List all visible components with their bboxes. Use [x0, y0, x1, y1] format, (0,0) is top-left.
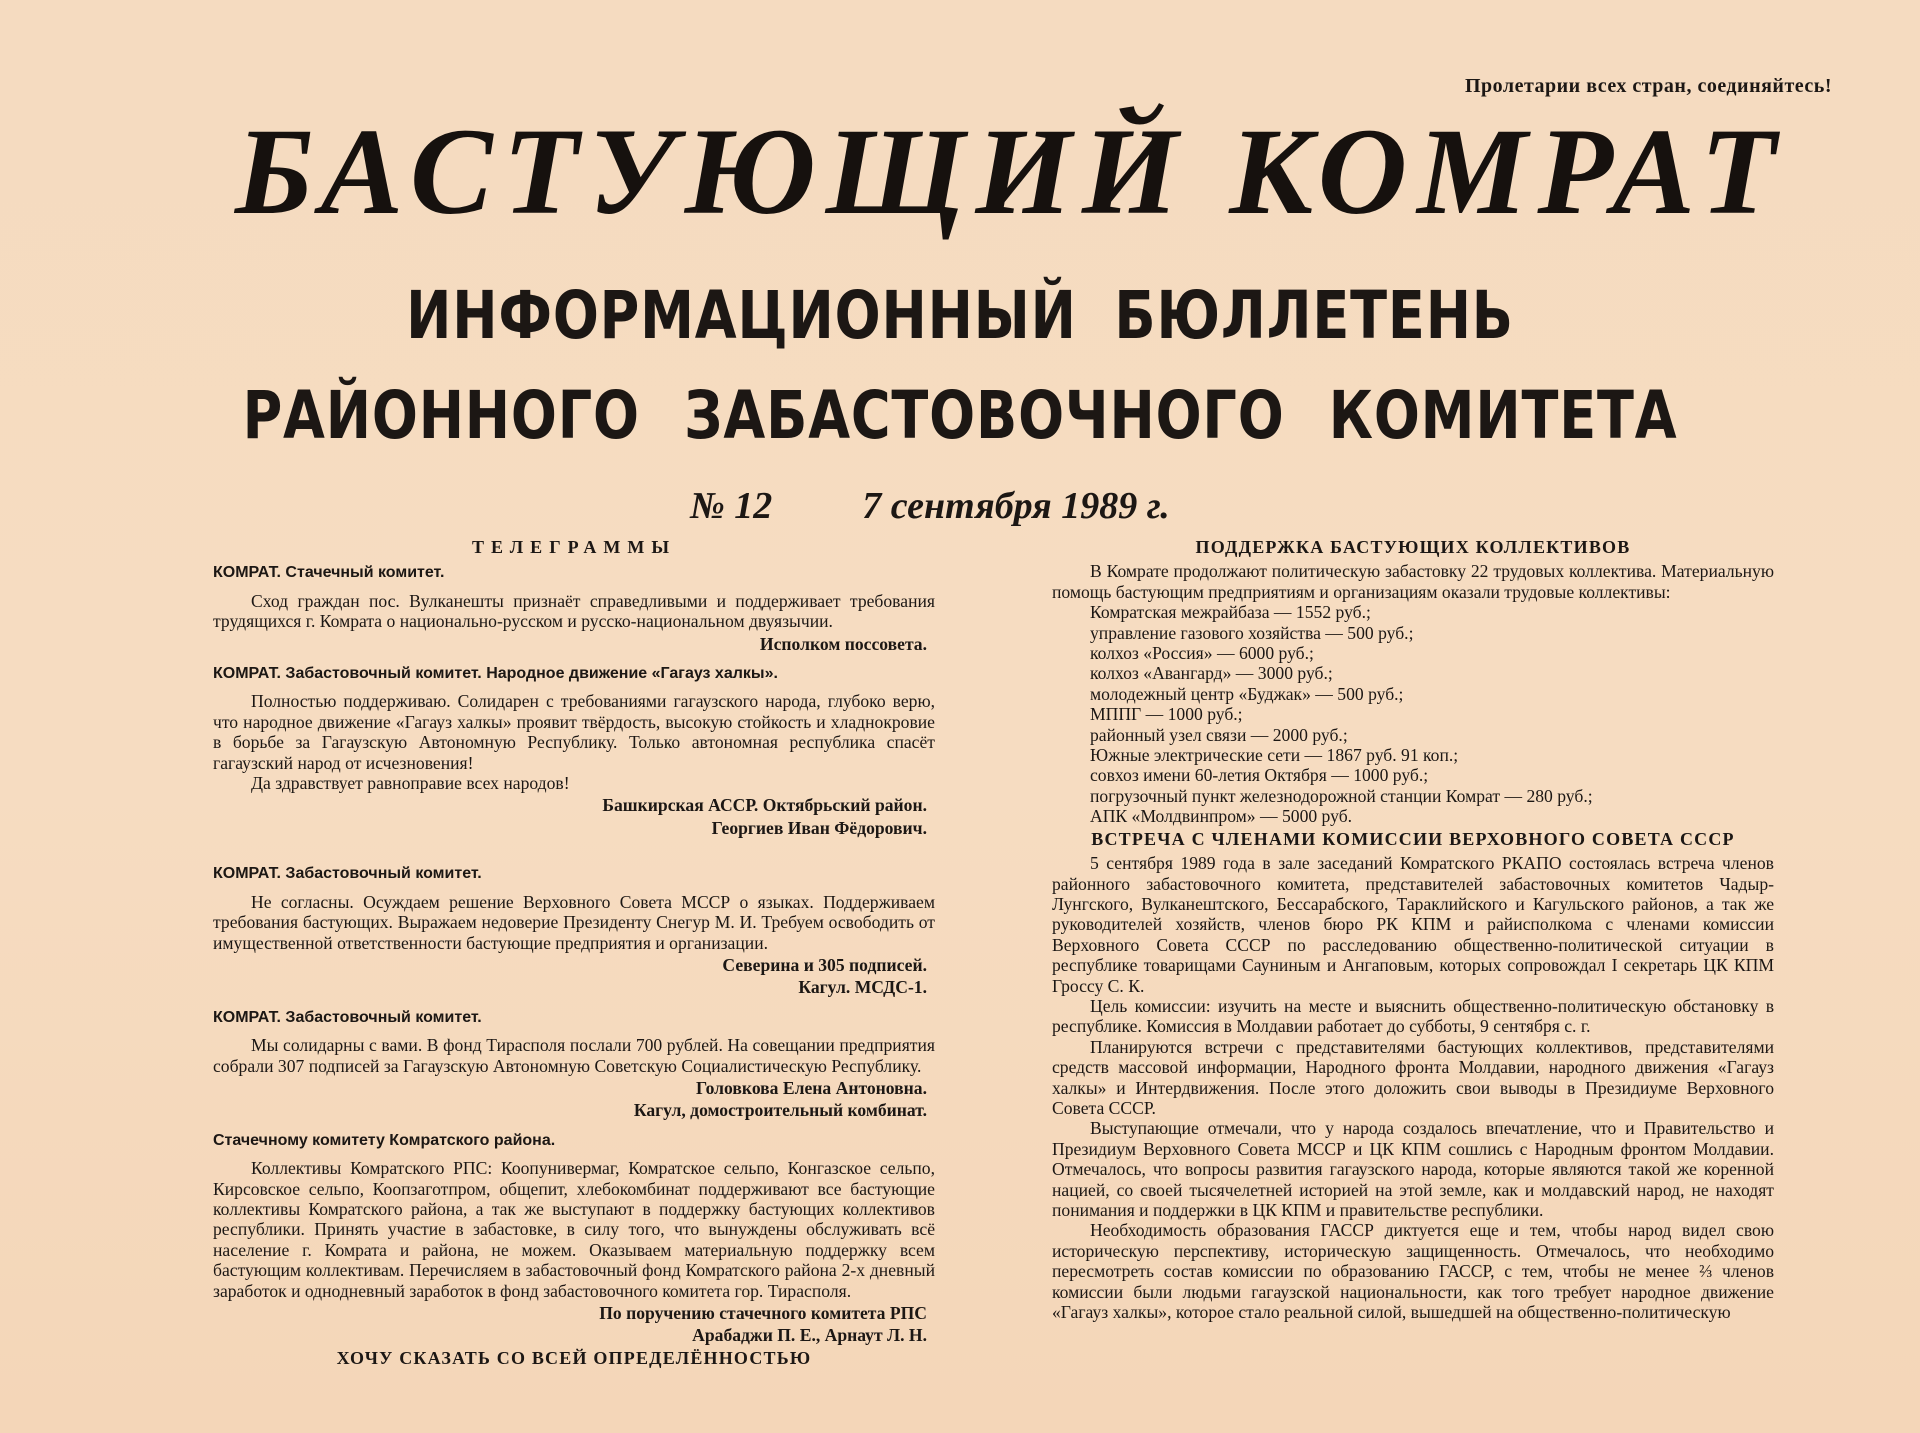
meeting-paragraph: 5 сентября 1989 года в зале заседаний Комратского РКАПО состоялась встреча членов районного забастовочного комитета, представителей забастовочных комитетов Чадыр-Лунгского, Вулканештского, Бессарабского, Тараклийского и Кагульского районов, а так же руководителей хозяйств, членов бюро РК КПМ и райисполкома с членами комиссии Верховного Совета СССР по расследованию общественно-политической ситуации в республике товарищами Сауниным и Ангаповым, которых сопровождал I секретарь ЦК КПМ Гроссу С. К. — [1052, 853, 1774, 996]
telegram-signature: Башкирская АССР. Октябрьский район. — [602, 795, 927, 816]
meeting-paragraph: Необходимость образования ГАССР диктуется еще и тем, чтобы народ видел свою историческую перспективу, историческую защищенность. Отмечалось, что необходимо пересмотреть состав комиссии по образованию ГАССР, с тем, чтобы не менее ⅔ членов комиссии были людьми гагаузской национальности, как того требует народное движение «Гагауз халкы», которое стало реальной силой, вышедшей на общественно-политическую — [1052, 1220, 1774, 1323]
donor-item: колхоз «Авангард» — 3000 руб.; — [1090, 663, 1333, 684]
subtitle-line-2: РАЙОННОГО ЗАБАСТОВОЧНОГО КОМИТЕТА — [242, 377, 1678, 454]
right-column — [1052, 535, 1774, 1322]
support-intro: В Комрате продолжают политическую забастовку 22 трудовых коллектива. Материальную помощь бастующим предприятиям и организациям оказали трудовые коллективы: — [1052, 561, 1774, 602]
section-title-next: ХОЧУ СКАЗАТЬ СО ВСЕЙ ОПРЕДЕЛЁННОСТЬЮ — [336, 1347, 812, 1368]
telegram-text: Да здравствует равноправие всех народов! — [251, 773, 570, 794]
donor-item: АПК «Молдвинпром» — 5000 руб. — [1090, 806, 1353, 827]
section-title-telegrams: ТЕЛЕГРАММЫ — [472, 537, 676, 557]
donor-item: Комратская межрайбаза — 1552 руб.; — [1090, 602, 1371, 623]
telegram-text: Не согласны. Осуждаем решение Верховного Совета МССР о языках. Поддерживаем требования бастующих. Выражаем недоверие Президенту Снегур М. И. Требуем освободить от имущественной ответственности бастующие предприятия и организации. — [213, 891, 935, 953]
section-title-support: ПОДДЕРЖКА БАСТУЮЩИХ КОЛЛЕКТИВОВ — [1195, 537, 1631, 557]
issue-line — [690, 484, 1170, 528]
telegram-address: КОМРАТ. Забастовочный комитет. Народное движение «Гагауз халкы». — [213, 665, 778, 683]
telegram-signature: Северина и 305 подписей. — [722, 954, 927, 975]
meeting-paragraph: Выступающие отмечали, что у народа создалось впечатление, что и Правительство и Президиум Верховного Совета МССР и ЦК КПМ сошлись с Народным фронтом Молдавии. Отмечалось, что вопросы развития гагаузского народа, которые являются такой же коренной нацией, со своей тысячелетней историей на этой земле, как и молдавский народ, не находят понимания и поддержки в ЦК КПМ и правительстве республики. — [1052, 1118, 1774, 1220]
donor-item: колхоз «Россия» — 6000 руб.; — [1090, 643, 1314, 664]
slogan: Пролетарии всех стран, соединяйтесь! — [1464, 75, 1832, 97]
section-title-meeting: ВСТРЕЧА С ЧЛЕНАМИ КОМИССИИ ВЕРХОВНОГО СОВЕТА СССР — [1091, 828, 1735, 849]
meeting-paragraph: Цель комиссии: изучить на месте и выяснить общественно-политическую обстановку в республике. Комиссия в Молдавии работает до субботы, 9 сентября с. г. — [1052, 995, 1774, 1037]
telegram-text: Полностью поддерживаю. Солидарен с требованиями гагаузского народа, глубоко верю, что народное движение «Гагауз халкы» проявит твёрдость, высокую стойкость и хладнокровие в борьбе за Гагаузскую Автономную Республику. Только автономная республика спасёт гагаузский народ от исчезновения! — [213, 691, 935, 773]
telegram-signature: Арабаджи П. Е., Арнаут Л. Н. — [692, 1325, 927, 1346]
donor-item: молодежный центр «Буджак» — 500 руб.; — [1090, 683, 1404, 704]
donor-item: Южные электрические сети — 1867 руб. 91 коп.; — [1090, 745, 1459, 766]
telegram-signature: Георгиев Иван Фёдорович. — [711, 817, 927, 838]
telegram-signature: Кагул, домостроительный комбинат. — [633, 1100, 927, 1121]
subtitle-line-1: ИНФОРМАЦИОННЫЙ БЮЛЛЕТЕНЬ — [406, 277, 1514, 354]
donor-item: управление газового хозяйства — 500 руб.; — [1090, 622, 1414, 643]
meeting-paragraph: Планируются встречи с представителями бастующих коллективов, представителями средств массовой информации, Народного фронта Молдавии, народного движения «Гагауз халкы» и Интердвижения. После этого доложить свои выводы в Президиуме Верховного Совета СССР. — [1052, 1036, 1774, 1118]
telegram-text: Коллективы Комратского РПС: Коопунивермаг, Комратское сельпо, Конгазское сельпо, Кирсовское сельпо, Коопзаготпром, общепит, хлебокомбинат поддерживают все бастующие коллективы Комратского района, а так же выступают в поддержку бастующих коллективов республики. Принять участие в забастовке, в силу того, что вынуждены обслуживать всё население г. Комрата и района, не можем. Оказываем материальную поддержку всем бастующим коллективам. Перечисляем в забастовочный фонд Комратского района 2-х дневный заработок и однодневный заработок в фонд забастовочного комитета гор. Тирасполя. — [213, 1158, 935, 1301]
donor-item: совхоз имени 60-летия Октября — 1000 руб.; — [1090, 765, 1429, 786]
telegram-signature: Исполком поссовета. — [759, 633, 927, 654]
donor-item: МППГ — 1000 руб.; — [1090, 704, 1243, 725]
issue-number: № 12 — [690, 485, 773, 527]
donor-list — [1052, 602, 1774, 826]
donor-item: районный узел связи — 2000 руб.; — [1090, 724, 1348, 745]
telegram-address: КОМРАТ. Забастовочный комитет. — [213, 1008, 482, 1026]
telegram-signature: Головкова Елена Антоновна. — [695, 1077, 927, 1098]
telegram-address: КОМРАТ. Забастовочный комитет. — [213, 865, 482, 883]
telegram-address: Стачечному комитету Комратского района. — [213, 1131, 556, 1149]
telegram-address: КОМРАТ. Стачечный комитет. — [213, 564, 445, 582]
telegram-text: Сход граждан пос. Вулканешты признаёт справедливыми и поддерживает требования трудящихся г. Комрата о национально-русском и русско-национальном двуязычии. — [213, 590, 935, 632]
masthead-title: БАСТУЮЩИЙ КОМРАТ — [235, 103, 1786, 240]
telegram-text: Мы солидарны с вами. В фонд Тирасполя послали 700 рублей. На совещании предприятия собрали 307 подписей за Гагаузскую Автономную Советскую Социалистическую Республику. — [213, 1035, 935, 1076]
issue-date: 7 сентября 1989 г. — [862, 485, 1170, 527]
telegram-signature: Кагул. МСДС-1. — [798, 977, 927, 998]
left-column — [213, 535, 935, 1372]
telegram-signature: По поручению стачечного комитета РПС — [599, 1303, 927, 1323]
donor-item: погрузочный пункт железнодорожной станции Комрат — 280 руб.; — [1090, 785, 1593, 806]
